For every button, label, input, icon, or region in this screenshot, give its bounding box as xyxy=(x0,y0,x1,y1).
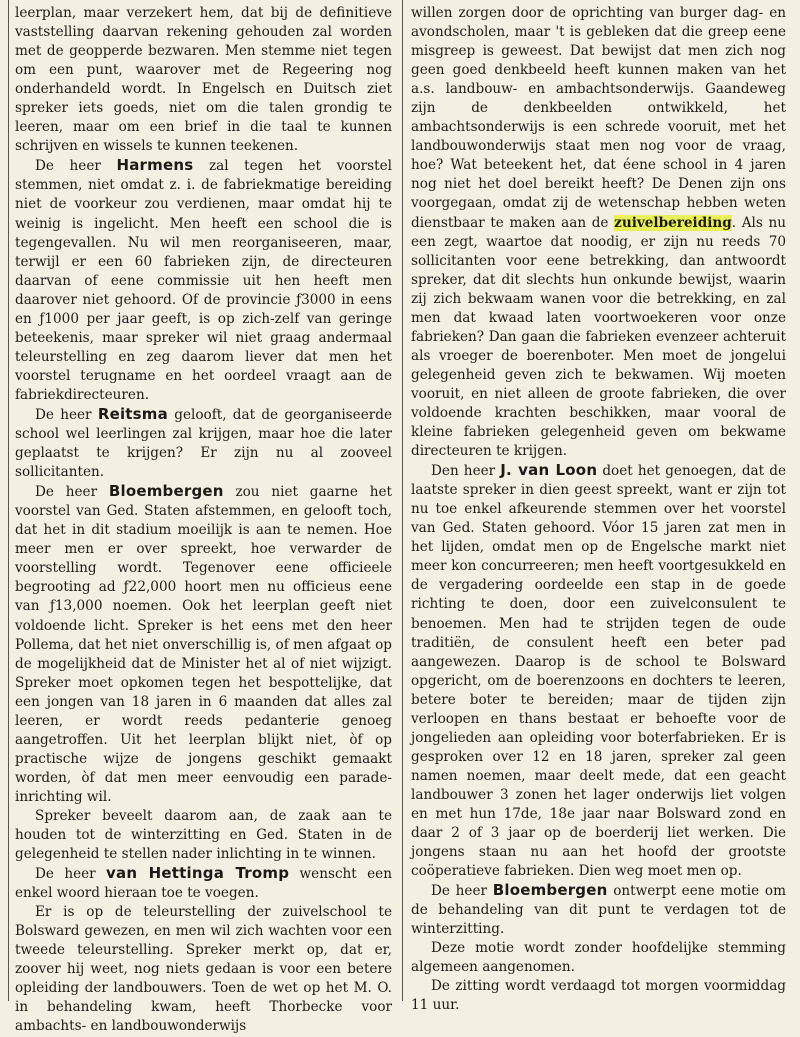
left-column xyxy=(15,4,392,1035)
speaker-name: Bloembergen xyxy=(108,482,224,501)
paragraph-text: De zitting wordt verdaagd tot morgen voormiddag 11 uur. xyxy=(411,978,786,1014)
paragraph-text: De heer xyxy=(35,158,117,175)
speaker-name: van Hettinga Tromp xyxy=(106,864,290,883)
paragraph-text: doet het genoegen, dat de laatste spreker in dien geest spreekt, want er zijn tot nu toe enkel afkeurende stemmen over het voorstel van Ged. Staten gehoord. Vóor 15 jaren zat men in het lijden, omdat men op de Engelsche markt niet meer kon concurreeren; men heeft voortgesukkeld en de vergadering oordeelde een stap in de goede richting te doen, door een zuivelconsulent te benoemen. Men had te strijden tegen de oude traditiën, de consulent heeft een beter pad aangewezen. Daarop is de school te Bolsward opgericht, om de boerenzoons en dochters te leeren, betere boter te bereiden; maar de tijden zijn verloopen en thans bestaat er behoefte voor de jongelieden aan opleiding voor boterfabrieken. Er is gesproken over 12 en 18 jaren, spreker zal geen namen noemen, maar deelt mede, dat een geacht landbouwer 3 zonen het lager onderwijs liet volgen en met hun 17de, 18e jaar naar Bolsward zond en daar 2 of 3 jaar op de boerderij liet werken. Die jongens staan nu aan het hoofd der grootste coöperatieve fabrieken. Dien weg moet men op. xyxy=(411,463,786,880)
paragraph-text: Spreker beveelt daarom aan, de zaak aan te houden tot de winterzitting en Ged. Staten in de gelegenheid te stellen nader inlichting in te winnen. xyxy=(15,807,392,863)
speaker-name: J. van Loon xyxy=(500,461,598,480)
left-paragraph xyxy=(15,864,392,903)
paragraph-text: De heer xyxy=(35,866,107,883)
right-paragraph xyxy=(411,939,786,977)
left-paragraph xyxy=(15,482,392,807)
left-paragraph xyxy=(15,903,392,1036)
paragraph-text: . Als nu een zegt, waartoe dat noodig, er zijn nu reeds 70 sollicitanten voor eene betrekking, dan antwoordt spreker, dat dit slechts hun onkunde bewijst, waarin zij zich bekwaam wanen voor die betrekking, en zal men dat kwaad laten voortwoekeren voor onze fabrieken? Dan gaan die fabrieken evenzeer achteruit als vroeger de boerenboter. Men moet de jongelui gelegenheid geven zich te bekwamen. Wij moeten vooruit, en niet alleen de groote fabrieken, die over voldoende krachten beschikken, maar vooral de kleine fabrieken gelegenheid geven om bekwame directeuren te krijgen. xyxy=(411,214,786,460)
paragraph-text: Er is op de teleurstelling der zuivelschool te Bolsward gewezen, en men wil zich wachten voor een tweede teleurstelling. Spreker merkt op, dat er, zoover hij weet, nog niets gedaan is voor een betere opleiding der landbouwers. Toen de wet op het M. O. in behandeling kwam, heeft Thorbecke voor ambachts- en landbouwonderwijs xyxy=(15,904,392,1035)
right-paragraph xyxy=(411,977,786,1015)
paragraph-text: leerplan, maar verzekert hem, dat bij de definitieve vaststelling daarvan rekening gehouden zal worden met de geopperde bezwaren. Men stemme niet tegen om een punt, waarover met de Regeering nog onderhandeld wordt. In Engelsch en Duitsch ziet spreker iets goeds, niet om die talen grondig te leeren, maar om een brief in die taal te kunnen schrijven en wissels te kunnen teekenen. xyxy=(15,5,392,155)
speaker-name: Harmens xyxy=(116,156,194,175)
right-paragraph xyxy=(411,4,786,461)
paragraph-text: Deze motie wordt zonder hoofdelijke stemming algemeen aangenomen. xyxy=(411,940,786,976)
left-paragraph xyxy=(15,156,392,405)
paragraph-text: gelooft, dat de georganiseerde school wel leerlingen zal krijgen, maar hoe die later geplaatst te krijgen? Er zijn nu al zooveel sollicitanten. xyxy=(15,406,392,481)
left-margin-rule xyxy=(8,0,9,1001)
right-paragraph xyxy=(411,461,786,881)
paragraph-text: Den heer xyxy=(431,463,501,480)
paragraph-text: zal tegen het voorstel stemmen, niet omdat z. i. de fabriekmatige bereiding niet de voorkeur zou verdienen, maar omdat hij te weinig is ingelicht. Men heeft een school die is tegengevallen. Nu wil men reorganiseeren, maar, terwijl er een 60 fabrieken zijn, de directeuren daarvan of eene commissie uit hen heeft men daarover niet gehoord. Of de provincie ƒ3000 in eens en ƒ1000 per jaar geeft, is op zich-zelf van geringe beteekenis, maar spreker wil niet graag andermaal teleurstelling en zeg daarom liever dat men het voorstel terugname en het oordeel vraagt aan de fabriekdirecteuren. xyxy=(15,158,392,403)
highlighted-term: zuivelbereiding xyxy=(614,214,732,231)
left-paragraph xyxy=(15,807,392,864)
paragraph-text: De heer xyxy=(35,406,98,423)
speaker-name: Reitsma xyxy=(97,404,168,423)
paragraph-text: De heer xyxy=(431,883,493,900)
left-paragraph xyxy=(15,405,392,482)
right-paragraph xyxy=(411,881,786,939)
paragraph-text: willen zorgen door de oprichting van burger dag- en avondscholen, maar 't is gebleken dat die greep eene misgreep is geweest. Dat bewijst dat men zich nog geen goed denkbeeld heeft kunnen maken van het a.s. landbouw- en ambachtsonderwijs. Gaandeweg zijn de denkbeelden ontwikkeld, het ambachtsonderwijs is een schrede vooruit, met het landbouwonderwijs staat men nog voor de vraag, hoe? Wat beteekent het, dat éene school in 4 jaren nog niet het doel bereikt heeft? De Denen zijn ons voorgegaan, omdat zij de wetenschap hebben weten dienstbaar te maken aan de xyxy=(411,5,786,231)
column-divider xyxy=(402,0,403,1001)
speaker-name: Bloembergen xyxy=(492,881,608,900)
left-paragraph xyxy=(15,4,392,156)
paragraph-text: De heer xyxy=(35,484,109,501)
paragraph-text: wenscht een enkel woord hieraan toe te voegen. xyxy=(15,866,392,902)
right-column xyxy=(411,4,786,1014)
paragraph-text: zou niet gaarne het voorstel van Ged. Staten afstemmen, en gelooft toch, dat het in dit stadium moeilijk is aan te nemen. Hoe meer men er over spreekt, hoe verwarder de voorstelling wordt. Tegenover eene officieele begrooting ad ƒ22,000 hoort men nu officieus eene van ƒ13,000 noemen. Ook het leerplan geeft niet voldoende licht. Spreker is het eens met den heer Pollema, dat het niet onverschillig is, of men afgaat op de mogelijkheid dat de Minister het al of niet wijzigt. Spreker moet opkomen tegen het bespottelijke, dat een jongen van 18 jaren in 6 maanden dat alles zal leeren, er wordt reeds pedanterie genoeg aangetroffen. Uit het leerplan blijkt niet, òf op practische wijze de jongens geschikt gemaakt worden, òf dat men meer eenvoudig een parade-inrichting wil. xyxy=(15,484,392,805)
paragraph-text: ontwerpt eene motie om de behandeling van dit punt te verdagen tot de winterzitting. xyxy=(411,883,786,938)
